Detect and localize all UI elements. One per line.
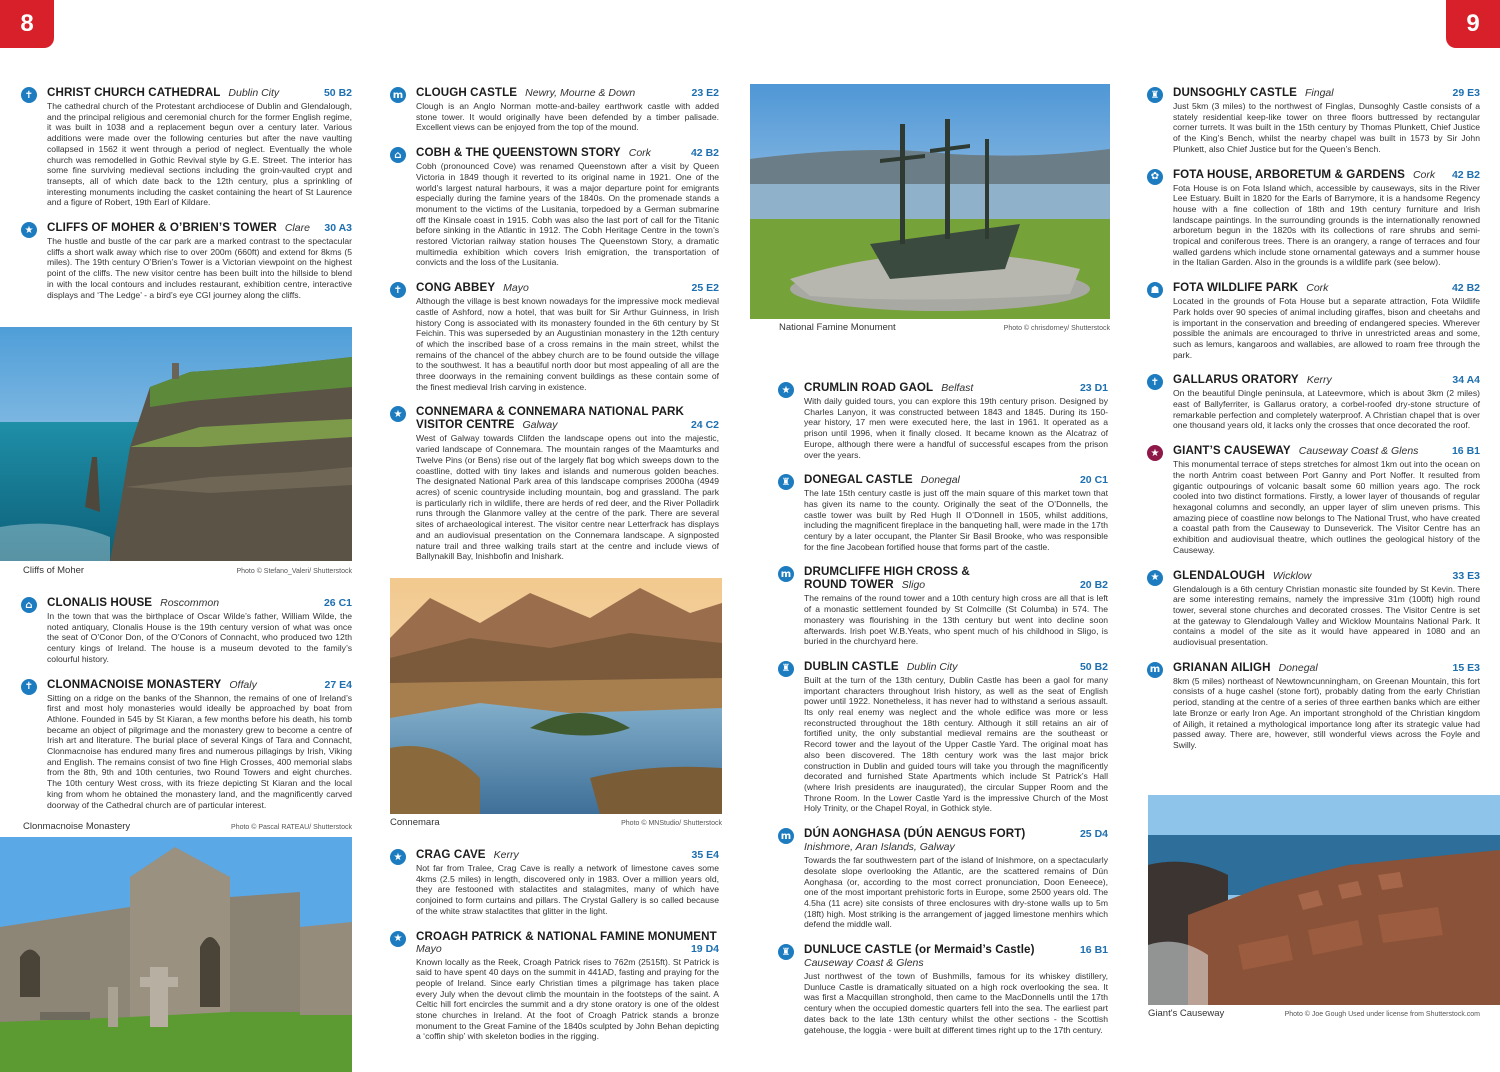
entry-location: Cork — [1306, 282, 1329, 295]
entry-donegal-castle — [778, 473, 1108, 552]
entry-title: CRAG CAVE — [416, 848, 486, 861]
map-reference: 16 B1 — [1451, 445, 1480, 458]
star-icon: ★ — [21, 222, 37, 238]
entry-location: Cork — [1412, 168, 1436, 181]
entry-description: The cathedral church of the Protestant archdiocese of Dublin and Glendalough, and the principal religious and ceremonial church for the former English regime, it was built in 1038 and a replacement begun over a century later. Various additions were made over the following centuries but after the nave vaulting collapsed in 1562 it went through a period of neglect. Eventually the whole church was remodelled in Gothic Revival style by G.E. Street. The interior has some fine surviving medieval sections including the groin-vaulted crypt and transepts, all of which date back to the 12th century, plus a sprinkling of interesting monuments including the casket containing the heart of St Laurence and a figure of Robert, 19th Earl of Kildare. — [47, 101, 352, 208]
entry-title: CROAGH PATRICK & NATIONAL FAMINE MONUMENT — [416, 929, 717, 943]
monument-icon: m — [778, 566, 794, 582]
church-icon: ✝ — [390, 282, 406, 298]
star-icon: ★ — [778, 382, 794, 398]
entry-description: Located in the grounds of Fota House but a separate attraction, Fota Wildlife Park holds over 90 species of animal including giraffes, bison and cheetahs and is important in the conservation and breeding of endangered species. Wherever possible the animals are encouraged to thrive in unrestricted areas and some, such as lemurs, kangaroos and wallabies, are allowed to roam free through the park. — [1173, 296, 1480, 360]
entry-title: FOTA WILDLIFE PARK — [1173, 281, 1299, 295]
entry-christ-church — [21, 86, 352, 208]
map-reference: 26 C1 — [323, 597, 352, 609]
map-reference: 50 B2 — [323, 87, 352, 99]
column-2 — [390, 86, 719, 575]
entry-title: DUNSOGHLY CASTLE — [1173, 86, 1297, 99]
entry-clonalis — [21, 596, 352, 665]
castle-icon: ♜ — [778, 944, 794, 960]
entry-title: CLONMACNOISE MONASTERY — [47, 677, 222, 691]
church-icon: ✝ — [21, 87, 37, 103]
entry-description: Just northwest of the town of Bushmills, famous for its whiskey distillery, Dunluce Castle is dramatically situated on a high rock overlooking the sea. It was first a Macquillan stronghold, then came to the MacDonnells until the 17th century when the occupied domestic quarters fell into the sea. The earliest part dates back to the late 13th century whilst the other sections - the Scottish gatehouse, the loggia - were built at different times right up to the 17th century. — [804, 971, 1108, 1035]
entry-description: In the town that was the birthplace of Oscar Wilde’s father, William Wilde, the noted antiquary, Clonalis House is the 19th century version of what was once the seat of O’Conor Don, of the O’Conors of Connacht, who produced two 12th century kings of Ireland. The house is a museum devoted to the family’s colourful history. — [47, 611, 352, 664]
entry-dun-aonghasa — [778, 827, 1108, 930]
castle-icon: ♜ — [1147, 87, 1163, 103]
photo-caption-moher — [23, 565, 352, 576]
entry-location: Causeway Coast & Glens — [1298, 445, 1419, 458]
heritage-star-icon: ★ — [1147, 445, 1163, 461]
entry-title-line2: VISITOR CENTRE — [416, 418, 515, 432]
entry-title: CONNEMARA & CONNEMARA NATIONAL PARK — [416, 405, 684, 419]
entry-cong — [390, 281, 719, 392]
entry-location: Mayo — [416, 942, 442, 955]
entry-description: The late 15th century castle is just off the main square of this market town that has given its name to the county. Originally the seat of the O’Donnells, the castle tower was built by Red Hugh II O’Donnell in 1505, whilst additions, including the magnificent fireplace in the banqueting hall, were made in the 17th century by a later occupant, the Planter Sir Basil Brooke, who was responsible for the fine Jacobean fortified house that forms part of the castle. — [804, 488, 1108, 552]
photo-credit: Photo © chrisdorney/ Shutterstock — [1003, 325, 1110, 332]
house-icon: ⌂ — [21, 597, 37, 613]
entry-title: GIANT’S CAUSEWAY — [1173, 444, 1291, 458]
entry-crumlin — [778, 381, 1108, 460]
entry-croagh-patrick — [390, 930, 719, 1043]
entry-location: Clare — [284, 222, 310, 235]
photo-caption-famine — [779, 322, 1110, 333]
entry-description: Sitting on a ridge on the banks of the Shannon, the remains of one of Ireland’s first and most holy monasteries would ideally be approached by boat from Athlone. Founded in 545 by St Kiaran, a few months before his death, his tomb became an object of pilgrimage and the monastery grew to become a centre of Irish art and literature. The burial place of several Kings of Tara and Connacht, Clonmacnoise has endured many fires and numerous pillagings by Irish, Viking and English. The remains consist of two fine High Crosses, 400 memorial slabs from the 8th, 9th and 10th centuries, two Round Towers and eight churches. The 10th century West cross, with its frieze depicting St Kiaran and the local king from whom he obtained the monastery land, and the magnificently carved doorway of the Cathedral church are of particular interest. — [47, 692, 352, 810]
entry-location: Roscommon — [160, 597, 220, 609]
monument-icon: m — [390, 87, 406, 103]
map-reference: 35 E4 — [691, 849, 719, 861]
entry-dunluce — [778, 943, 1108, 1035]
entry-fota-wildlife — [1147, 281, 1480, 360]
photo-credit: Photo © Pascal RATEAU/ Shutterstock — [231, 824, 352, 831]
entry-description: Although the village is best known nowadays for the impressive mock medieval castle of Ashford, now a hotel, that was built for Sir Arthur Guinness, in Irish history Cong is associated with its monastery founded in the 6th century by St Feichin. This was superseded by an Augustinian monastery in the 12th century of which the inscribed base of a cross remains in the main street, whilst the remains of the chancel of the abbey church are to be found outside the village to the southwest. It has a beautiful north door but most appealing of all are the three doorways in the remaining convent buildings as these contain some of the finest medieval Irish carving in existence. — [416, 296, 719, 392]
column-3 — [778, 381, 1108, 1048]
entry-description: Known locally as the Reek, Croagh Patrick rises to 762m (2515ft). St Patrick is said to have spent 40 days on the summit in 441AD, fasting and praying for the people of Ireland. Since early Christian times a pilgrimage has taken place every July when the devout climb the mountain in the footsteps of the saint. A Celtic hill fort encircles the summit and a dry stone oratory is one of the oldest stone churches in Ireland. At the foot of Croagh Patrick stands a bronze monument to the Great Famine of the 1840s sculpted by John Behan depicting a ‘coffin ship’ with skeleton bodies in the rigging. — [416, 956, 719, 1042]
map-reference: 30 A3 — [324, 222, 352, 235]
caption-title: National Famine Monument — [779, 322, 896, 333]
entry-location: Sligo — [901, 579, 926, 592]
caption-title: Clonmacnoise Monastery — [23, 821, 131, 832]
entry-location: Kerry — [1306, 374, 1332, 387]
entry-title: DUBLIN CASTLE — [804, 659, 899, 673]
entry-location: Offaly — [229, 678, 257, 691]
caption-title: Cliffs of Moher — [23, 565, 85, 576]
church-icon: ✝ — [1147, 374, 1163, 390]
caption-title: Connemara — [390, 817, 440, 828]
map-reference: 27 E4 — [324, 678, 352, 691]
map-reference: 50 B2 — [1079, 660, 1108, 673]
map-reference: 23 D1 — [1079, 382, 1108, 394]
star-icon: ★ — [1147, 570, 1163, 586]
entry-location: Belfast — [941, 382, 974, 394]
map-reference: 15 E3 — [1452, 661, 1480, 674]
entry-title: CRUMLIN ROAD GAOL — [804, 381, 934, 394]
star-icon: ★ — [390, 849, 406, 865]
entry-drumcliffe — [778, 565, 1108, 647]
map-reference: 42 B2 — [1451, 168, 1480, 181]
photo-caption-causeway — [1148, 1008, 1480, 1019]
entry-fota-house — [1147, 168, 1480, 269]
page-number-left: 8 — [0, 0, 54, 48]
photo-clonmacnoise-monastery — [0, 837, 352, 1072]
star-icon: ★ — [390, 406, 406, 422]
entry-grianan-ailigh — [1147, 661, 1480, 751]
entry-location: Newry, Mourne & Down — [525, 87, 636, 99]
column-1 — [21, 86, 352, 313]
garden-icon: ✿ — [1147, 169, 1163, 185]
photo-giants-causeway — [1148, 795, 1500, 1005]
entry-dunsoghly — [1147, 86, 1480, 155]
entry-clough — [390, 86, 719, 133]
entry-location: Donegal — [920, 474, 960, 487]
entry-location: Inishmore, Aran Islands, Galway — [804, 841, 955, 854]
entry-location: Cork — [628, 147, 651, 160]
entry-title: GLENDALOUGH — [1173, 568, 1265, 582]
entry-giants-causeway — [1147, 444, 1480, 555]
entry-cliffs-moher — [21, 221, 352, 300]
entry-description: Clough is an Anglo Norman motte-and-bailey earthwork castle with added stone tower. It would originally have been defended by a timber palisade. Excellent views can be enjoyed from the top of the mound. — [416, 101, 719, 133]
entry-title: GRIANAN AILIGH — [1173, 660, 1271, 674]
elephant-icon: ☗ — [1147, 282, 1163, 298]
entry-location: Wicklow — [1272, 569, 1312, 582]
map-reference: 42 B2 — [690, 147, 719, 160]
column-2-lower — [390, 848, 719, 1055]
entry-location: Dublin City — [906, 660, 958, 673]
column-1-lower — [21, 596, 352, 823]
entry-location: Dublin City — [228, 87, 280, 99]
column-4 — [1147, 86, 1480, 764]
entry-gallarus — [1147, 373, 1480, 431]
map-reference: 29 E3 — [1452, 87, 1480, 99]
entry-title: GALLARUS ORATORY — [1173, 373, 1299, 387]
entry-description: Glendalough is a 6th century Christian monastic site founded by St Kevin. There are some interesting remains, namely the impressive 31m (100ft) high round tower, several stone churches and decorated crosses. The Visitor Centre is set at the gateway to Glendalough Valley and Wicklow Mountains National Park. It contains a model of the site as it would have appeared in 1080 and an audiovisual presentation. — [1173, 583, 1480, 648]
photo-credit: Photo © Stefano_Valeri/ Shutterstock — [236, 568, 352, 575]
entry-title: CONG ABBEY — [416, 281, 496, 295]
entry-clonmacnoise — [21, 678, 352, 811]
map-reference: 20 C1 — [1079, 474, 1108, 487]
entry-title: FOTA HOUSE, ARBORETUM & GARDENS — [1173, 167, 1405, 181]
photo-caption-connemara — [390, 817, 722, 828]
entry-location: Kerry — [493, 849, 519, 861]
entry-description: Fota House is on Fota Island which, accessible by causeways, sits in the River Lee Estuary. Built in 1820 for the Earls of Barrymore, it is a handsome Regency house with a fine collection of 18th and 19th century furniture and Irish landscape paintings. In the surrounding grounds is the internationally renowned arboretum begun in the 1820s with its collections of rare shrubs and semi-tropical and coniferous trees. There is an orangery, a range of terraces and four walled gardens which include stone ornamental gateways and a summer house in the Italian Garden. Also in the grounds is a wildlife park (see below). — [1173, 182, 1480, 268]
entry-location: Donegal — [1278, 661, 1318, 674]
entry-crag-cave — [390, 848, 719, 917]
photo-credit: Photo © MNStudio/ Shutterstock — [621, 820, 722, 827]
entry-location: Mayo — [503, 282, 529, 295]
photo-cliffs-of-moher — [0, 327, 352, 561]
entry-description: Not far from Tralee, Crag Cave is really a network of limestone caves some 4kms (2.5 miles) in length, discovered only in 1983. Over a million years old, they are festooned with stalactites and stalagmites, many of which have conjoined to form curtains and pillars. The Crystal Gallery is so called because of the white straw stalactites that glitter in the light. — [416, 863, 719, 916]
map-reference: 34 A4 — [1452, 374, 1480, 387]
entry-connemara — [390, 405, 719, 561]
entry-description: The remains of the round tower and a 10th century high cross are all that is left of a monastic settlement founded by St Colmcille (St Columba) in 574. The monastery was flourishing in the 13th century but went into decline soon afterwards. Irish poet W.B.Yeats, who spent much of his childhood in Sligo, is buried in the churchyard here. — [804, 593, 1108, 647]
entry-dublin-castle — [778, 660, 1108, 814]
museum-icon: ⌂ — [390, 147, 406, 163]
entry-cobh — [390, 146, 719, 268]
caption-title: Giant's Causeway — [1148, 1008, 1225, 1019]
entry-title-line2: ROUND TOWER — [804, 578, 894, 592]
entry-title: CLONALIS HOUSE — [47, 596, 153, 609]
entry-description: The hustle and bustle of the car park are a marked contrast to the spectacular cliffs a short walk away which rise to over 200m (660ft) and extend for 8kms (5 miles). The 19th century O’Brien’s Tower is a Victorian viewpoint on the highest point of the cliffs. The new visitor centre has been built into the hillside to blend in with the local contours and includes restaurant, exhibition centre, interactive displays and ‘The Ledge’ - a bird’s eye CGI journey along the cliffs. — [47, 236, 352, 300]
entry-title: DÚN AONGHASA (DÚN AENGUS FORT) — [804, 827, 1026, 841]
photo-connemara — [390, 578, 722, 814]
entry-title: DRUMCLIFFE HIGH CROSS & — [804, 565, 970, 579]
photo-national-famine-monument — [750, 84, 1110, 319]
entry-title: DONEGAL CASTLE — [804, 473, 913, 487]
entry-description: Built at the turn of the 13th century, Dublin Castle has been a gaol for many important characters throughout Irish history, as well as the seat of English power until 1922. Nonetheless, it has never had to withstand a serious assault. Its only real enemy was neglect and the whole edifice was more or less reconstructed throughout the 18th century. Although it still retains an air of fortified unity, the only substantial medieval remains are the southeast or Record tower and the layout of the Upper Castle Yard. The original moat has also been discovered. The 18th century work was the last major brick construction in Dublin and guided tours will take you through the magnificently decorated and furnished State Apartments which include St Patrick’s Hall (where Irish presidents are inaugurated), the circular Supper Room and the Throne Room. In the Lower Castle Yard is the impressive Church of the Most Holy Trinity, or the Chapel Royal, in Gothick style. — [804, 674, 1108, 814]
entry-glendalough — [1147, 569, 1480, 648]
entry-title: CLIFFS OF MOHER & O’BRIEN’S TOWER — [47, 221, 277, 235]
map-reference: 16 B1 — [1079, 944, 1108, 957]
entry-description: This monumental terrace of steps stretches for almost 1km out into the ocean on the north Antrim coast between Port Ganny and Port Noffer. It resulted from gigantic outpourings of volcanic basalt some 60 million years ago. The rock cooled into two distinct formations. Firstly, a lower layer of thousands of regular hexagonal columns and secondly, an upper layer of slim uneven prisms. This amazing piece of coastline now belongs to The National Trust, who have created a coastal path from the Causeway to Dunseverick. The Visitor Centre has an exhibition and audiovisual theatre, which outlines the geological history of the Causeway. — [1173, 459, 1480, 555]
entry-description: Cobh (pronounced Cove) was renamed Queenstown after a visit by Queen Victoria in 1849 though it reverted to its original name in 1921. One of the world’s largest natural harbours, it was a major departure point for emigrants especially during the famine years of the 1840s. On the promenade stands a monument to the victims of the Lusitania, torpedoed by a German submarine off the Kinsale coast in 1915. Cobh was also the last port of call for the Titanic before sinking in the Atlantic in 1912. The Cobh Heritage Centre in the town’s restored Victorian railway station houses The Queenstown Story, a dramatic multimedia exhibition which covers Irish emigration, the transportation of convicts and the loss of the Lusitania. — [416, 161, 719, 268]
monument-icon: m — [778, 828, 794, 844]
star-icon: ★ — [390, 931, 406, 947]
entry-title: CLOUGH CASTLE — [416, 86, 518, 99]
church-icon: ✝ — [21, 679, 37, 695]
entry-location: Fingal — [1305, 87, 1334, 99]
castle-icon: ♜ — [778, 474, 794, 490]
entry-title: DUNLUCE CASTLE (or Mermaid’s Castle) — [804, 943, 1035, 957]
map-reference: 20 B2 — [1079, 579, 1108, 592]
entry-description: West of Galway towards Clifden the landscape opens out into the majestic, varied landscape of Connemara. The mountain ranges of the Maamturks and Twelve Pins (or Bens) rise out of the largely flat bog which sweeps down to the coastline, dotted with tiny lakes and islands and numerous golden beaches. The designated National Park area of this landscape comprises 2000ha (4949 acres) of scenic countryside including mountain, bog and grassland. The park is particularly rich in wildlife, there are herds of red deer, and the River Polladirk runs through the Glanmore valley at the centre of the park. There are several sites of archaeological interest. The visitor centre near Letterfrack has displays and an audiovisual presentation on the Connemara landscape. A signposted nature trail and three walking trails start at the centre and include views of Ballynakill Bay, Inishbofin and Inishark. — [416, 433, 719, 562]
monument-icon: m — [1147, 662, 1163, 678]
map-reference: 25 E2 — [691, 282, 719, 295]
photo-credit: Photo © Joe Gough Used under license from Shutterstock.com — [1284, 1011, 1480, 1018]
entry-description: 8km (5 miles) northeast of Newtowncunningham, on Greenan Mountain, this fort consists of a huge cashel (stone fort), probably dating from the early Christian period, standing at the centre of a series of three earthen banks which are either late Bronze or early Iron Age. An important stronghold of the Christian kingdom of Ailigh, it retained a mythological importance long after its strategic value had passed away. There are, however, still wonderful views across the Foyle and Swilly. — [1173, 675, 1480, 750]
map-reference: 33 E3 — [1452, 569, 1480, 582]
entry-description: With daily guided tours, you can explore this 19th century prison. Designed by Charles Lanyon, it was constructed between 1843 and 1845. During its 150-year history, 17 men were executed here, the last in 1961. It operated as a prison until 1996, when it finally closed. It became known as the Alcatraz of Europe, although there were a handful of successful escapes from the prison over the years. — [804, 396, 1108, 460]
entry-title: CHRIST CHURCH CATHEDRAL — [47, 86, 221, 99]
entry-description: Towards the far southwestern part of the island of Inishmore, on a spectacularly desolate slope overlooking the Atlantic, are the scattered remains of Dún Aonghasa (or, according to the most correct pronunciation, Doon Eeneece), one of the most important prehistoric forts in Europe, some 2500 years old. The 4.5ha (11 acre) site consists of three enclosures with dry-stone walls up to 5m (18ft) high. Most striking is the arrangement of jagged limestone menhirs which defend the middle wall. — [804, 855, 1108, 930]
entry-description: Just 5km (3 miles) to the northwest of Finglas, Dunsoghly Castle consists of a stately residential keep-like tower on three floors buttressed by rectangular corner turrets. It was built in the 15th century by Thomas Plunkett, Chief Justice of the King’s Bench, whilst the nearby chapel was built in 1573 by Sir John Plunkett, also Chief Justice but for the Queen’s Bench. — [1173, 101, 1480, 154]
entry-location: Galway — [522, 419, 558, 432]
map-reference: 23 E2 — [691, 87, 719, 99]
page-number-right: 9 — [1446, 0, 1500, 48]
entry-title: COBH & THE QUEENSTOWN STORY — [416, 146, 621, 160]
entry-description: On the beautiful Dingle peninsula, at Lateevmore, which is about 3km (2 miles) east of Ballyferriter, is Gallarus oratory, a corbel-roofed dry-stone structure of remarkable perfection and completely waterproof. A Christian chapel that is over one thousand years old, it lacks only the crosses that once decorated the roof. — [1173, 388, 1480, 431]
map-reference: 42 B2 — [1451, 282, 1480, 295]
map-reference: 25 D4 — [1079, 828, 1108, 841]
castle-icon: ♜ — [778, 661, 794, 677]
map-reference: 24 C2 — [690, 419, 719, 432]
map-reference: 19 D4 — [690, 942, 719, 955]
entry-location: Causeway Coast & Glens — [804, 957, 924, 970]
photo-caption-clonmacnoise — [23, 821, 352, 832]
